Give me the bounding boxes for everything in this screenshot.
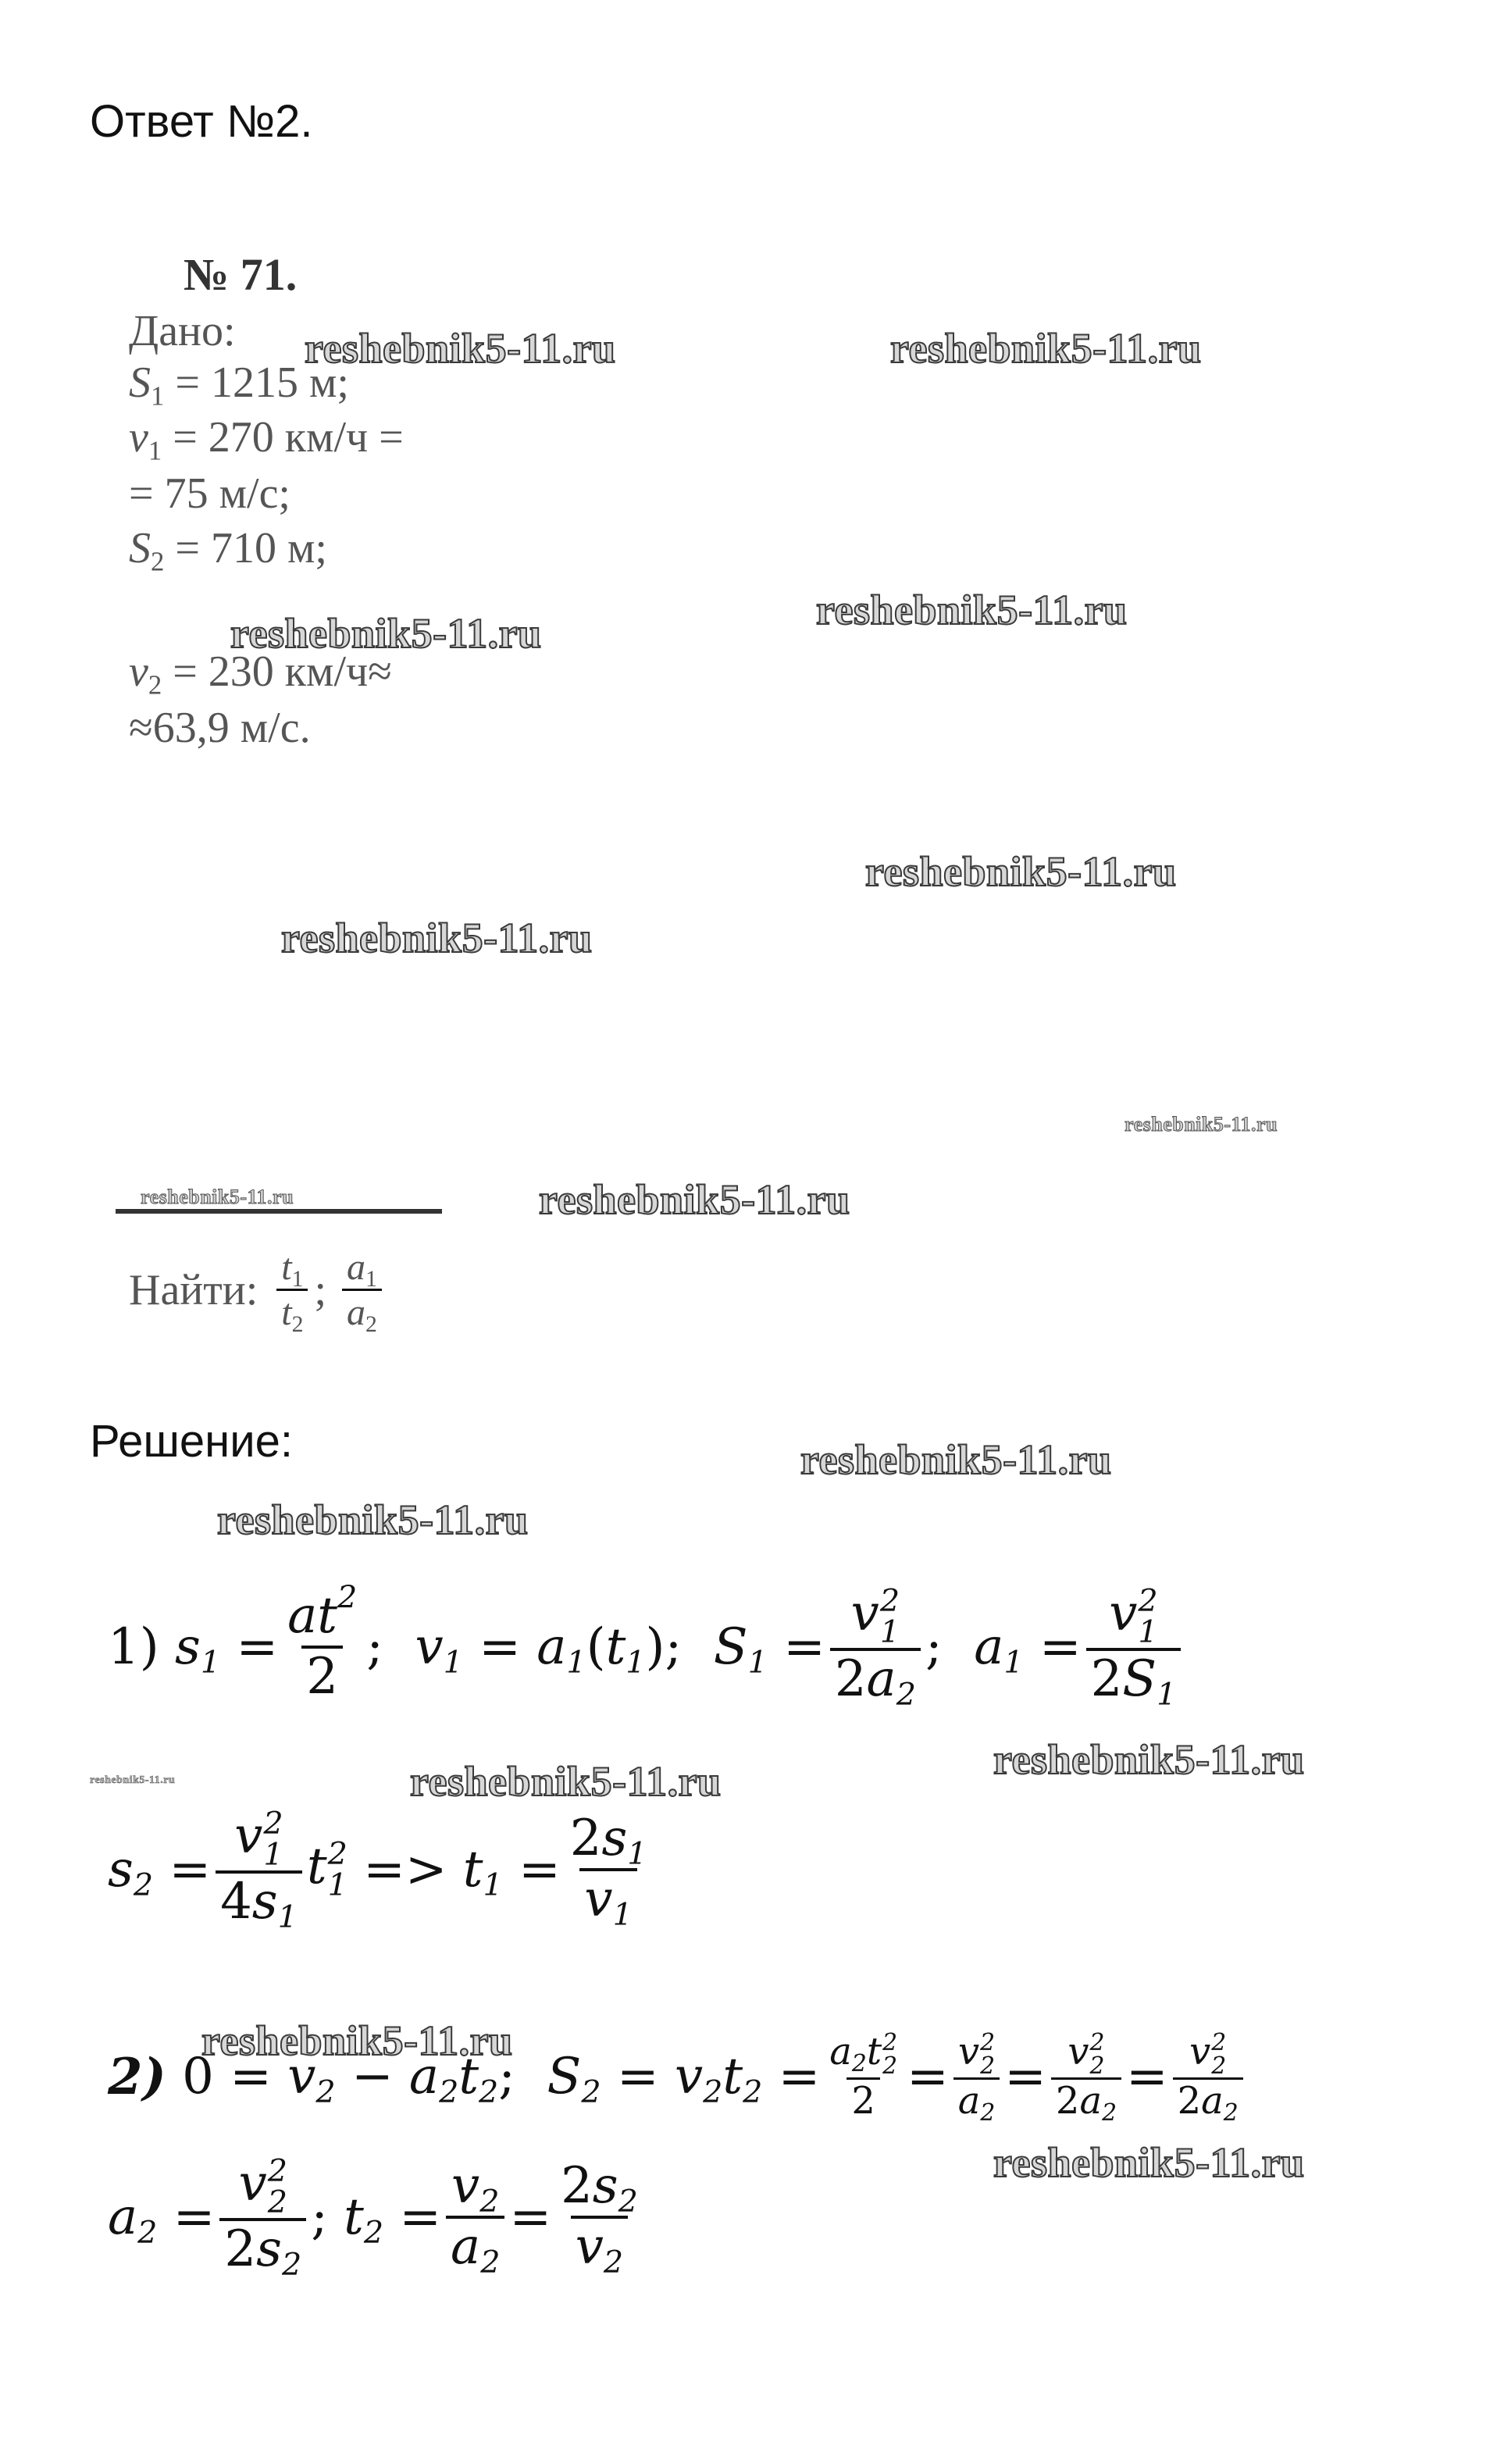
watermark: reshebnik5-11.ru [141,1186,294,1208]
watermark: reshebnik5-11.ru [816,587,1128,633]
given-line-s1: $S_1 = 1215$ м; [129,358,349,412]
find-line: Найти: $\frac{t_1}{t_2}$ ; $\frac{a_1}{a_2}$ [129,1246,387,1334]
given-line-v1: $v_1 = 270$ км/ч = [129,413,404,466]
formula-step1-line2: $s_2$ = v 2 1 $4s_1$ t 2 1 => $t_1$ = $\frac{2s_1}{v_1}$ [108,1805,647,1936]
watermark: reshebnik5-11.ru [201,2017,513,2064]
formula-step1-line1: 1) $s_1$ = $\frac{at^2}{2}$ ; $v_1$ = $a_1(t_1)$ ; $S_1$ = v 2 1 $2a_2$ ; $a_1$ = v 2 1 $2S_1$ [108,1585,1185,1709]
formula-step2-line1: 2) 0 = $v_2$ − $a_2t_2$ ; $S_2$ = $v_2t_2$ = $a_2t$ 2 2 2 = v 2 2 $a_2$ = v 2 2 $2a_2$ = v 2 2 $2a_2$ [108,2031,1248,2123]
answer-heading: Ответ №2. [90,96,313,147]
watermark: reshebnik5-11.ru [890,325,1202,372]
solution-heading: Решение: [90,1416,293,1467]
watermark: reshebnik5-11.ru [539,1176,850,1223]
watermark: reshebnik5-11.ru [281,915,593,961]
watermark: reshebnik5-11.ru [305,325,616,372]
formula-step2-line2: $a_2$ = v 2 2 $2s_2$ ; $t_2$ = $\frac{v_2}{a_2}$ = $\frac{2s_2}{v_2}$ [108,2152,638,2284]
watermark: reshebnik5-11.ru [90,1774,176,1786]
given-line-v1-ms: = 75 м/с; [129,469,290,518]
watermark: reshebnik5-11.ru [800,1436,1112,1483]
find-t-ratio: $\frac{t_1}{t_2}$ [276,1246,308,1334]
given-divider [116,1209,442,1214]
find-a-ratio: $\frac{a_1}{a_2}$ [342,1246,382,1334]
given-line-v2-ms: ≈63,9 м/с. [129,704,311,752]
watermark: reshebnik5-11.ru [1125,1113,1278,1136]
given-line-v2: $v_2 = 230$ км/ч≈ [129,647,392,701]
watermark: reshebnik5-11.ru [993,1736,1305,1783]
watermark: reshebnik5-11.ru [217,1496,529,1543]
watermark: reshebnik5-11.ru [993,2139,1305,2186]
watermark: reshebnik5-11.ru [410,1758,722,1805]
watermark: reshebnik5-11.ru [230,610,542,657]
given-line-s2: $S_2 = 710$ м; [129,524,327,577]
given-label: Дано: [129,307,236,355]
watermark: reshebnik5-11.ru [865,848,1177,895]
problem-number: № 71. [184,249,298,300]
